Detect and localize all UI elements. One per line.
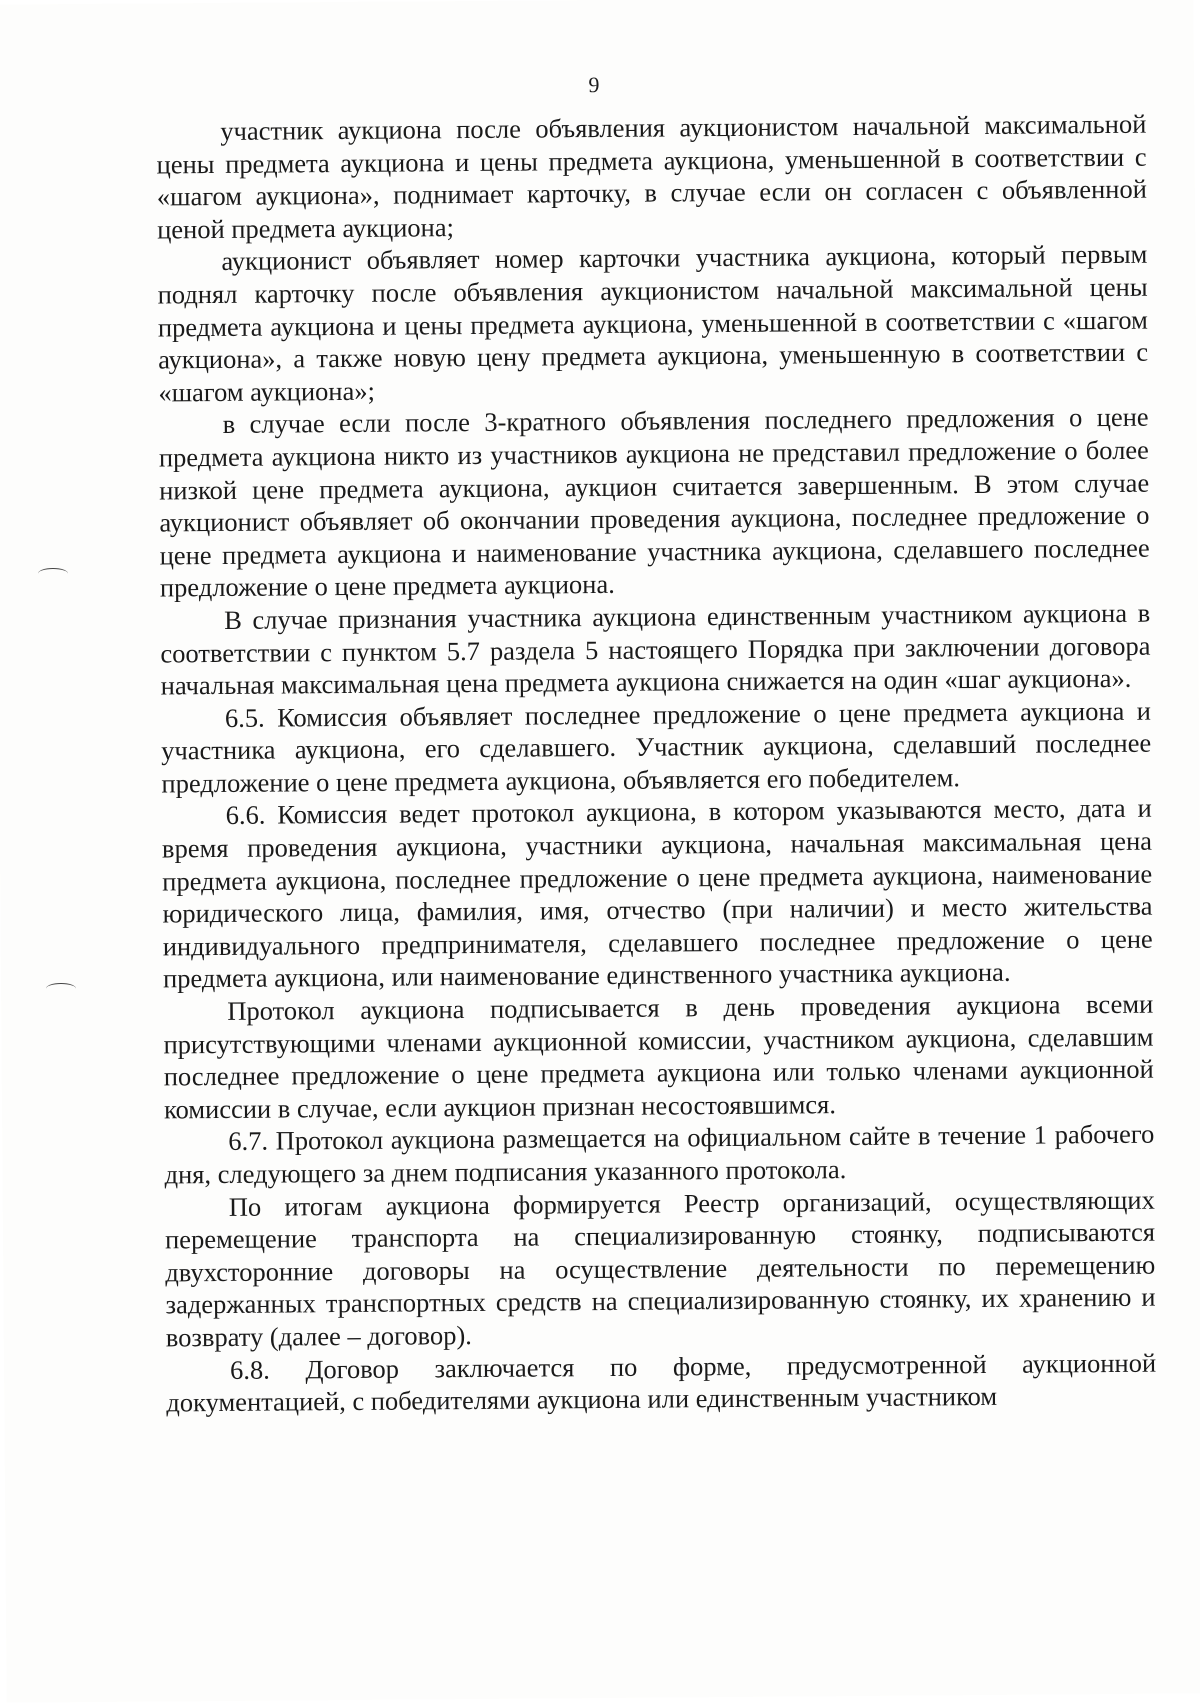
paragraph: в случае если после 3-кратного объявления последнего предложения о цене предмета аукциона никто из участников аукциона не представил предложение о более низкой цене предмета аукциона, аукцион считается завершенным. В этом случае аукционист объявляет об окончании проведения аукциона, последнее предложение о цене предмета аукциона и наименование участника аукциона, сделавшего последнее предложение о цене предмета аукциона. (158, 402, 1150, 603)
paragraph: 6.7. Протокол аукциона размещается на официальном сайте в течение 1 рабочего дня, следующего за днем подписания указанного протокола. (164, 1119, 1155, 1190)
paragraph: 6.8. Договор заключается по форме, предусмотренной аукционной документацией, с победителями аукциона или единственным участником (166, 1347, 1157, 1418)
binding-hole-mark (38, 568, 68, 579)
paragraph: аукционист объявляет номер карточки участника аукциона, который первым поднял карточку после объявления аукционистом начальной максимальной цены предмета аукциона и цены предмета аукциона, уменьшенной в соответствии с «шагом аукциона», а также новую цену предмета аукциона, уменьшенную в соответствии с «шагом аукциона»; (157, 239, 1149, 408)
paragraph: 6.6. Комиссия ведет протокол аукциона, в котором указываются место, дата и время проведения аукциона, участники аукциона, начальная максимальная цена предмета аукциона, последнее предложение о цене предмета аукциона, наименование юридического лица, фамилия, имя, отчество (при наличии) и место жительства индивидуального предпринимателя, сделавшего последнее предложение о цене предмета аукциона, или наименование единственного участника аукциона. (161, 793, 1153, 994)
document-body (156, 108, 1156, 1419)
paragraph: Протокол аукциона подписывается в день проведения аукциона всеми присутствующими членами аукционной комиссии, участником аукциона, сделавшим последнее предложение о цене предмета аукциона или только членами аукционной комиссии в случае, если аукцион признан несостоявшимся. (163, 988, 1154, 1125)
page-number: 9 (588, 71, 600, 98)
binding-hole-mark (46, 983, 76, 994)
paragraph: участник аукциона после объявления аукционистом начальной максимальной цены предмета аукциона и цены предмета аукциона, уменьшенной в соответствии с «шагом аукциона», поднимает карточку, в случае если он согласен с объявленной ценой предмета аукциона; (156, 108, 1147, 245)
paragraph: 6.5. Комиссия объявляет последнее предложение о цене предмета аукциона и участника аукциона, его сделавшего. Участник аукциона, сделавший последнее предложение о цене предмета аукциона, объявляется его победителем. (161, 695, 1152, 799)
paragraph: В случае признания участника аукциона единственным участником аукциона в соответствии с пунктом 5.7 раздела 5 настоящего Порядка при заключении договора начальная максимальная цена предмета аукциона снижается на один «шаг аукциона». (160, 597, 1151, 701)
paragraph: По итогам аукциона формируется Реестр организаций, осуществляющих перемещение транспорта на специализированную стоянку, подписываются двухсторонние договоры на осуществление деятельности по перемещению задержанных транспортных средств на специализированную стоянку, их хранению и возврату (далее – договор). (164, 1184, 1156, 1353)
